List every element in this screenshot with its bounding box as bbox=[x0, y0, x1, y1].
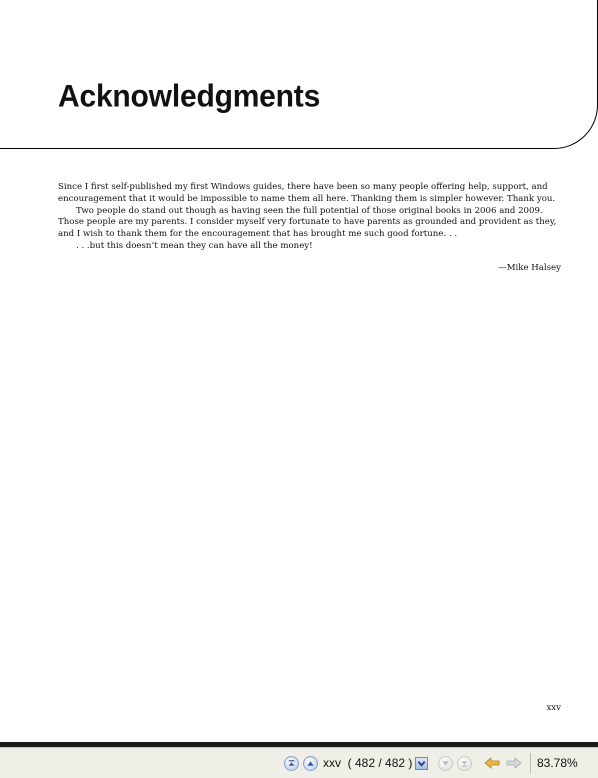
page-position: ( 482 / 482 ) bbox=[347, 756, 413, 770]
chapter-title: Acknowledgments bbox=[58, 79, 321, 114]
last-page-button[interactable] bbox=[457, 756, 472, 771]
forward-arrow-icon bbox=[506, 757, 522, 769]
first-page-button[interactable] bbox=[284, 756, 299, 771]
page-navigation bbox=[282, 748, 578, 778]
previous-page-icon bbox=[306, 759, 315, 768]
back-arrow-icon bbox=[484, 757, 500, 769]
forward-button[interactable] bbox=[506, 757, 522, 769]
back-button[interactable] bbox=[484, 757, 500, 769]
paragraph-1: Since I first self-published my first Windows guides, there have been so many people offering help, support, and encouragement that it would be impossible to name them all here. Thanking them is simpler however. Thank you. bbox=[58, 182, 556, 204]
previous-page-button[interactable] bbox=[303, 756, 318, 771]
page-number-field[interactable] bbox=[323, 754, 415, 772]
page-dropdown-button[interactable] bbox=[415, 757, 428, 770]
body-text bbox=[58, 182, 564, 253]
chapter-header-frame bbox=[0, 0, 598, 149]
chevron-down-icon bbox=[417, 759, 426, 768]
first-page-icon bbox=[287, 759, 296, 768]
signature: —Mike Halsey bbox=[498, 263, 561, 273]
page-label: xxv bbox=[323, 756, 341, 770]
paragraph-3: . . .but this doesn’t mean they can have all the money! bbox=[76, 240, 313, 251]
page-number: xxv bbox=[546, 703, 561, 713]
zoom-level[interactable]: 83.78% bbox=[537, 756, 578, 770]
paragraph-2: Two people do stand out though as having seen the full potential of those original books in 2006 and 2009. Those people are my parents. I consider myself very fortunate to have parents as grounded and provident as they, and I wish to thank them for the encouragement that has brought me such good fortune. . . bbox=[58, 205, 557, 240]
viewer-status-bar bbox=[0, 747, 598, 778]
status-separator bbox=[530, 753, 531, 773]
next-page-button[interactable] bbox=[438, 756, 453, 771]
last-page-icon bbox=[460, 759, 469, 768]
next-page-icon bbox=[441, 759, 450, 768]
